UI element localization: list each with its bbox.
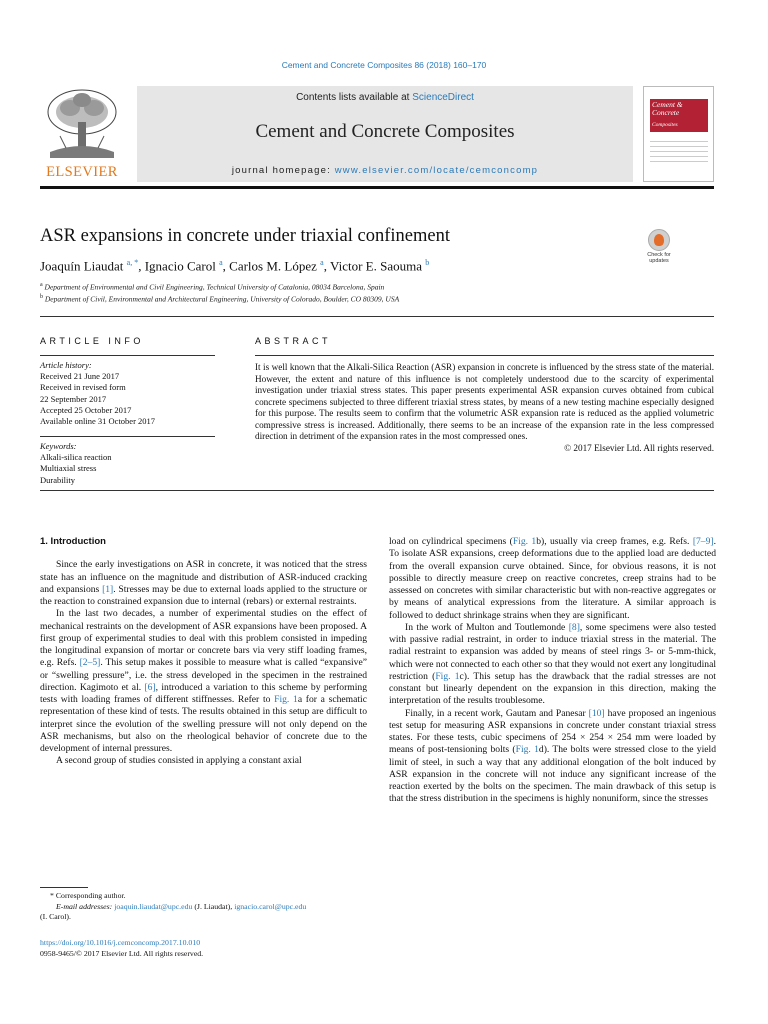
author-affiliation-mark[interactable]: a: [320, 258, 324, 267]
email-label: E-mail addresses:: [56, 901, 115, 911]
body-paragraph: [389, 622, 716, 708]
keyword-item: Durability: [40, 474, 75, 485]
article-info-heading: ARTICLE INFO: [40, 336, 144, 346]
reference-link[interactable]: [1]: [102, 583, 114, 595]
author-name[interactable]: Ignacio Carol: [144, 258, 216, 274]
issn-line: 0958-9465/© 2017 Elsevier Ltd. All rights reserved.: [40, 948, 204, 958]
body-text: b), usually via creep frames, e.g. Refs.: [536, 536, 693, 547]
author-name[interactable]: Carlos M. López: [229, 258, 317, 274]
author-affiliation-mark[interactable]: b: [425, 258, 430, 267]
body-paragraph: [40, 755, 367, 767]
email-link-carol[interactable]: ignacio.carol@upc.edu: [234, 901, 307, 911]
cover-lines: [650, 137, 708, 162]
reference-link[interactable]: Fig. 1: [515, 744, 539, 756]
reference-link[interactable]: Fig. 1: [512, 536, 537, 547]
body-text: have proposed an ingenious test setup for measuring ASR expansions in concrete under constant triaxial stress states. For these tests, cubic specimens of 254 × 254 × 254 mm were loaded by means of post-tensioning bolts (: [389, 707, 716, 756]
homepage-link[interactable]: www.elsevier.com/locate/cemconcomp: [334, 165, 539, 176]
abstract-copyright: © 2017 Elsevier Ltd. All rights reserved.: [564, 442, 714, 453]
reference-link[interactable]: [2–5]: [79, 657, 101, 669]
elsevier-tree-icon: [40, 86, 124, 162]
abstract-heading: ABSTRACT: [255, 336, 332, 346]
body-right-column: [389, 536, 716, 806]
contents-line: [137, 92, 633, 103]
body-text: Finally, in a recent work, Gautam and Panesar: [405, 707, 589, 719]
journal-header: [40, 86, 714, 186]
cover-title: Cement & Concrete: [652, 100, 683, 117]
history-item: Accepted 25 October 2017: [40, 404, 132, 415]
article-info-rule: [40, 355, 215, 356]
article-history: [40, 360, 215, 427]
body-text: Since the early investigations on ASR in concrete, it was noticed that the stress state has an influence on the magnitude and distribution of ASR-induced cracking and expansions: [40, 559, 367, 595]
corresponding-author-note: * Corresponding author.: [50, 891, 126, 900]
keywords: [40, 441, 215, 486]
body-text: load on cylindrical specimens (: [389, 536, 513, 547]
footnote: [40, 891, 367, 923]
introduction-heading: 1. Introduction: [40, 536, 106, 547]
abstract-rule: [255, 355, 714, 356]
body-text: . To isolate ASR expansions, creep deformations due to the applied load are deducted from the overall expansion curve obtained. Since, for obvious reasons, it is not possible to directly measure creep on reactive concretes, creep strains had to be assessed on concretes with similar characteristic but with non-reactive aggregates or by means of analytical expressions from the literature. A similar approach is followed to deduct shrinkage strains when they are significant.: [389, 536, 716, 621]
body-text: In the work of Multon and Toutlemonde: [405, 621, 569, 633]
body-paragraph: [389, 536, 716, 622]
author-affiliation-mark[interactable]: a: [219, 258, 223, 267]
journal-cover-thumbnail[interactable]: [643, 86, 714, 182]
masthead: [137, 86, 633, 182]
keyword-item: Multiaxial stress: [40, 463, 97, 474]
homepage-prefix: journal homepage:: [231, 165, 335, 176]
keyword-item: Alkali-silica reaction: [40, 452, 112, 463]
crossmark-icon: [648, 229, 670, 251]
body-text: , some specimens were also tested with passive radial restraint, in order to induce triaxial stress in the material. The radial restraint to expansion was added by means of steel rings 3- or 5-mm-thick, which were not connected to each other so that they would not exert any longitudinal restriction (: [389, 621, 717, 682]
body-text: a for a schematic representation of these kind of tests. The results obtained in this setup are difficult to interpret since the evolution of the swelling pressure will not only depend on the ASR mechanisms, but also on the rheological behavior of concrete due to the development of internal pressures.: [40, 694, 367, 754]
badge-label: Check for updates: [647, 252, 671, 264]
elsevier-logo[interactable]: [40, 86, 124, 182]
body-text: , introduced a variation to this scheme by performing tests with loading frames of different stiffnesses. Refer to: [40, 681, 367, 705]
body-text: d). The bolts were stressed close to the yield limit of steel, in such a way that any additional elongation of the bolt induced by ASR expansion in the concrete will not induce any significant increase of the reaction exerted by the bolts on the specimen. The main drawback of this setup is that the stress distribution in the specimens is highly nonuniform, since the stresses: [389, 744, 716, 805]
reference-link[interactable]: [6]: [144, 681, 156, 693]
reference-link[interactable]: [7–9]: [692, 536, 714, 547]
body-paragraph: [389, 708, 716, 806]
history-item: Available online 31 October 2017: [40, 416, 156, 427]
abstract-text: It is well known that the Alkali-Silica Reaction (ASR) expansion in concrete is influenced by the stress state of the material. However, the extent and nature of this influence is not completely understood due to the scarcity of experimental investigation under triaxial stress states. This paper presents experimental ASR expansion curves obtained from cubical concrete specimens subjected to three different triaxial stress states, by means of a new testing machine especially designed for this purpose. The results seem to confirm that the volumetric ASR expansion rate is reduced as the applied volumetric compressive stress is increased. Additionally, there seems to be an increase of the expansion rate in the less compressed direction in detriment of the expansion rates in the most compressed ones.: [255, 362, 714, 441]
journal-homepage: [137, 165, 633, 176]
email-link-liaudat[interactable]: joaquin.liaudat@upc.edu: [114, 901, 193, 911]
history-item: 22 September 2017: [40, 393, 107, 404]
abstract-bottom-rule: [40, 490, 714, 491]
doi-block: [40, 938, 203, 959]
email-owner: (J. Liaudat),: [192, 901, 235, 911]
body-text: . This setup makes it possible to measure what is called “expansive” or “swelling pressure”, i.e. the stress developed in the specimen in the restrained direction. Kagimoto et al.: [40, 657, 367, 693]
affiliation-a: $^a$ Department of Environmental and Civil Engineering, Technical University of Catalonia, 08034 Barcelona, Spain: [40, 282, 385, 292]
reference-link[interactable]: [8]: [568, 621, 580, 633]
reference-link[interactable]: Fig. 1: [435, 670, 460, 682]
history-item: Received 21 June 2017: [40, 371, 120, 382]
body-left-column: [40, 536, 367, 768]
article-title: ASR expansions in concrete under triaxial confinement: [40, 226, 450, 246]
footnote-rule: [40, 887, 88, 888]
journal-citation[interactable]: Cement and Concrete Composites 86 (2018) 160–170: [281, 60, 487, 70]
body-text: A second group of studies consisted in applying a constant axial: [56, 755, 302, 767]
body-paragraph: [40, 608, 367, 755]
doi-link[interactable]: https://doi.org/10.1016/j.cemconcomp.2017.10.010: [40, 938, 201, 947]
author-list: Joaquín Liaudat $^{a, *}$, Ignacio Carol $^a$, Carlos M. López $^a$, Victor E. Saouma $^b$: [40, 258, 430, 274]
keywords-rule: [40, 436, 215, 437]
check-for-updates-badge[interactable]: [640, 229, 678, 267]
reference-link[interactable]: Fig. 1: [274, 694, 298, 705]
body-text: c). This setup has the drawback that the radial stresses are not constant but linearly dependent on the expansion in this direction, making the interpretation of the results troublesome.: [389, 670, 716, 707]
journal-title: Cement and Concrete Composites: [255, 121, 515, 142]
author-name[interactable]: Victor E. Saouma: [329, 258, 422, 274]
cover-subtitle: Composites: [652, 122, 678, 128]
sciencedirect-link[interactable]: ScienceDirect: [412, 92, 474, 103]
history-label: Article history:: [40, 360, 92, 370]
email-owner: (I. Carol).: [40, 912, 71, 921]
author-affiliation-mark[interactable]: a, *: [126, 258, 139, 267]
abstract-body: [255, 362, 714, 454]
history-item: Received in revised form: [40, 382, 126, 393]
publisher-name: ELSEVIER: [46, 164, 118, 180]
affiliation-rule: [40, 316, 714, 317]
body-text: In the last two decades, a number of experimental studies on the effect of mechanical restraints on the development of ASR expansions have been proposed. A first group of experimental studies to deal with this problem consisted in impeding the longitudinal expansion of mortar or concrete bars via very stiff loading frames, e.g. Refs.: [40, 608, 367, 669]
body-paragraph: [40, 559, 367, 608]
reference-link[interactable]: [10]: [588, 707, 605, 719]
header-rule: [40, 186, 714, 189]
contents-prefix: Contents lists available at: [296, 92, 413, 103]
author-name[interactable]: Joaquín Liaudat: [40, 258, 124, 274]
email-line: [40, 902, 367, 913]
affiliation-b: $^b$ Department of Civil, Environmental and Architectural Engineering, University of Colorado, Boulder, CO 80309, USA: [40, 294, 400, 304]
keywords-label: Keywords:: [40, 441, 77, 451]
body-text: . Stresses may be due to external loads applied to the structure or the reaction to constrained expansion due to internal (rebars) or external restraints.: [40, 583, 367, 607]
